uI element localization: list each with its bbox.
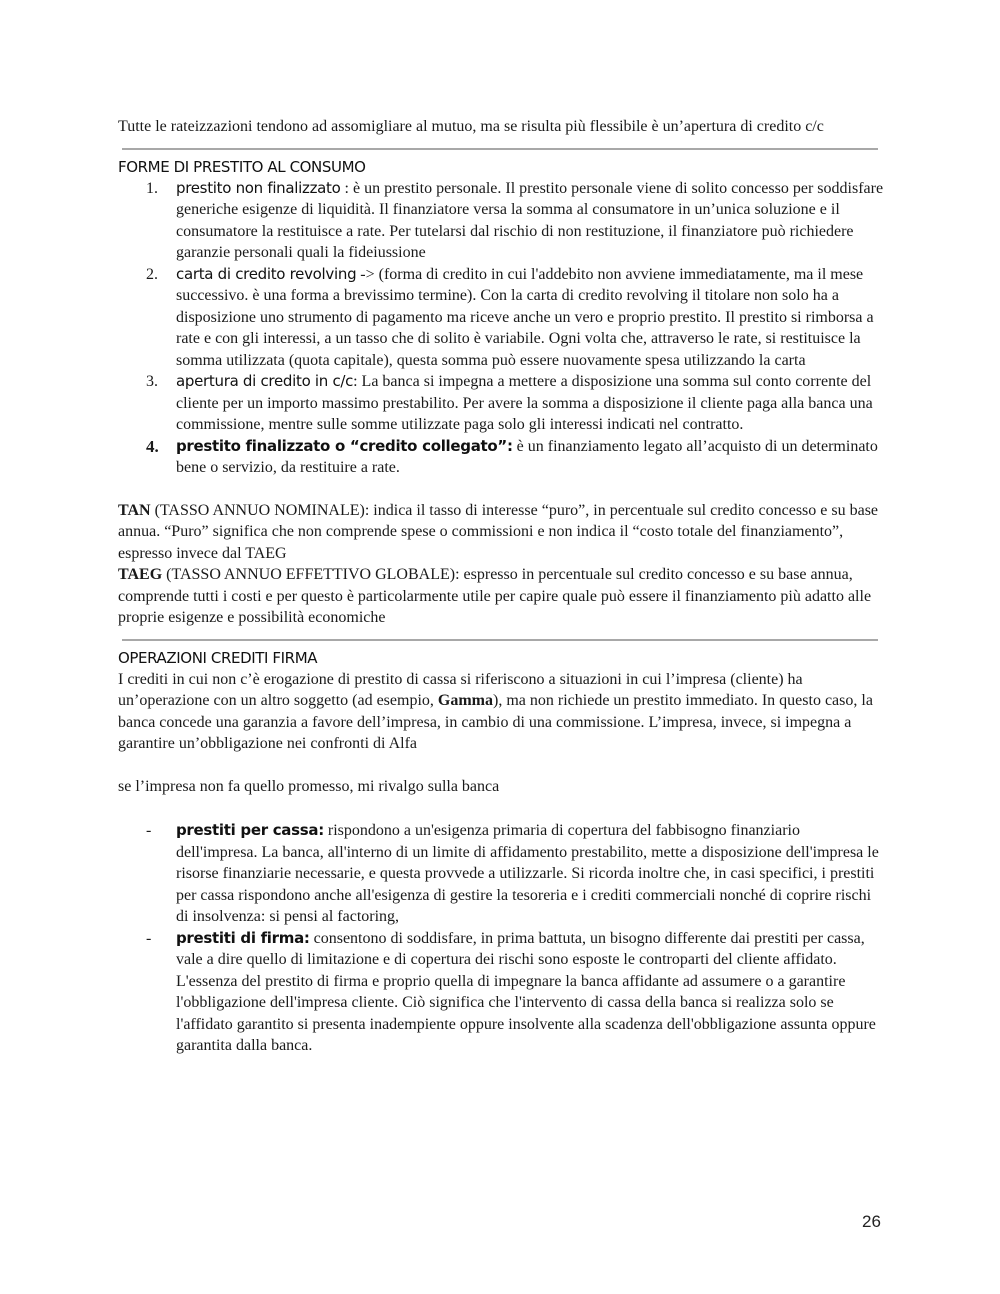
- term-label: carta di credito revolving: [176, 264, 357, 283]
- item-text: : La banca si impegna a mettere a disposizione una somma sul conto corrente del cliente per un importo massimo prestabilito. Per avere la somma a disposizione il cliente paga alla banca una commissione, mentre sulle somme utilizzate paga solo gli interessi indicati nel contratto.: [176, 373, 873, 433]
- page-number: 26: [862, 1212, 881, 1231]
- list-item: [118, 436, 884, 479]
- tan-text: (TASSO ANNUO NOMINALE): indica il tasso di interesse “puro”, in percentuale sul credito concesso e su base annua. “Puro” significa che non comprende spese o commissioni e non indica il “costo totale del finanziamento”, espresso invece dal TAEG: [118, 501, 879, 562]
- tan-label: TAN: [118, 501, 151, 519]
- list-number: 3.: [146, 373, 158, 390]
- tan-paragraph: [118, 500, 884, 565]
- forme-list: [118, 178, 884, 479]
- dash-bullet: -: [146, 822, 152, 839]
- list-number: 4.: [146, 436, 159, 456]
- item-text: -> (forma di credito in cui l'addebito non avviene immediatamente, ma il mese successivo. è una forma a brevissimo termine). Con la carta di credito revolving il titolare non solo ha a disposizione uno strumento di pagamento ma riceve anche un vero e proprio prestito. Il prestito si rimborsa a rate e con gli interessi, a un tasso che di solito è variabile. Ogni volta che, attraverso le rate, si restituisce la somma utilizzata (quota capitale), questa somma può essere nuovamente spesa utilizzando la carta: [176, 265, 874, 369]
- list-item: [118, 178, 884, 264]
- item-text: consentono di soddisfare, in prima battuta, un bisogno differente dai prestiti per cassa, vale a dire quello di limitazione e di copertura dei rischi sono esposte le controparti del cliente affidato. L'essenza del prestito di firma e proprio quella di impegnare la banca affidante ad assumere o a garantire l'obbligazione dell'impresa cliente. Ciò significa che l'intervento di cassa della banca si realizza solo se l'affidato garantito si presenta inadempiente oppure insolvente alla scadenza dell'obbligazione assunta oppure garantita dalla banca.: [176, 929, 876, 1054]
- term-label: prestito finalizzato o “credito collegato”:: [176, 436, 513, 455]
- prestiti-list: [118, 820, 884, 1057]
- list-item: [118, 371, 884, 436]
- paragraph-text: I crediti in cui non c’è erogazione di prestito di cassa si riferiscono a situazioni in cui l’impresa (cliente) ha un’operazione con un altro soggetto (ad esempio,: [118, 670, 803, 709]
- taeg-label: TAEG: [118, 566, 163, 583]
- list-item: [118, 820, 884, 928]
- item-text: : è un prestito personale. Il prestito personale viene di solito concesso per soddisfare generiche esigenze di liquidità. Il finanziatore versa la somma al consumatore in un’unica soluzione e il consumatore la restituisce a rate. Per tutelarsi dal rischio di non restituzione, il finanziatore può richiedere garanzie personali quali la fideiussione: [176, 179, 884, 261]
- list-item: [118, 928, 884, 1057]
- item-text: rispondono a un'esigenza primaria di copertura del fabbisogno finanziario dell'impresa. La banca, all'interno di un limite di affidamento prestabilito, mette a disposizione dell'impresa le risorse finanziarie necessarie, e questa provvede a utilizzarle. Si ricorda inoltre che, in casi specifici, i prestiti per cassa rispondono anche all'esigenza di gestire la tesoreria e i crediti commerciali nonché di coprire rischi di insolvenza: si pensi al factoring,: [176, 822, 879, 925]
- list-item: [118, 264, 884, 372]
- item-text: è un finanziamento legato all’acquisto di un determinato bene o servizio, da restituire a rate.: [176, 437, 878, 476]
- paragraph-text: ), ma non richiede un prestito immediato. In questo caso, la banca concede una garanzia a favore dell’impresa, in cambio di una commissione. L’impresa, invece, si impegna a garantire un’obbligazione nei confronti di Alfa: [118, 692, 873, 752]
- dash-bullet: -: [146, 929, 152, 947]
- taeg-text: (TASSO ANNUO EFFETTIVO GLOBALE): espresso in percentuale sul credito concesso e su base annua, comprende tutti i costi e per questo è particolarmente utile per capire quale può essere il finanziamento più adatto alle proprie esigenze e possibilità economiche: [118, 566, 872, 626]
- intro-paragraph: Tutte le rateizzazioni tendono ad assomigliare al mutuo, ma se risulta più flessibile è un’apertura di credito c/c: [118, 118, 824, 135]
- term-label: prestiti di firma:: [176, 928, 310, 947]
- term-label: prestiti per cassa:: [176, 821, 324, 839]
- document-page: [118, 116, 884, 1057]
- term-label: prestito non finalizzato: [176, 178, 341, 197]
- term-label: apertura di credito in c/c: [176, 372, 354, 390]
- section-heading-forme: FORME DI PRESTITO AL CONSUMO: [118, 157, 366, 176]
- operazioni-paragraph: [118, 669, 884, 755]
- list-number: 1.: [146, 179, 158, 197]
- taeg-paragraph: [118, 564, 884, 629]
- list-number: 2.: [146, 265, 158, 283]
- note-paragraph: se l’impresa non fa quello promesso, mi rivalgo sulla banca: [118, 777, 500, 795]
- section-heading-operazioni: OPERAZIONI CREDITI FIRMA: [118, 648, 318, 667]
- gamma-bold: Gamma: [437, 692, 494, 709]
